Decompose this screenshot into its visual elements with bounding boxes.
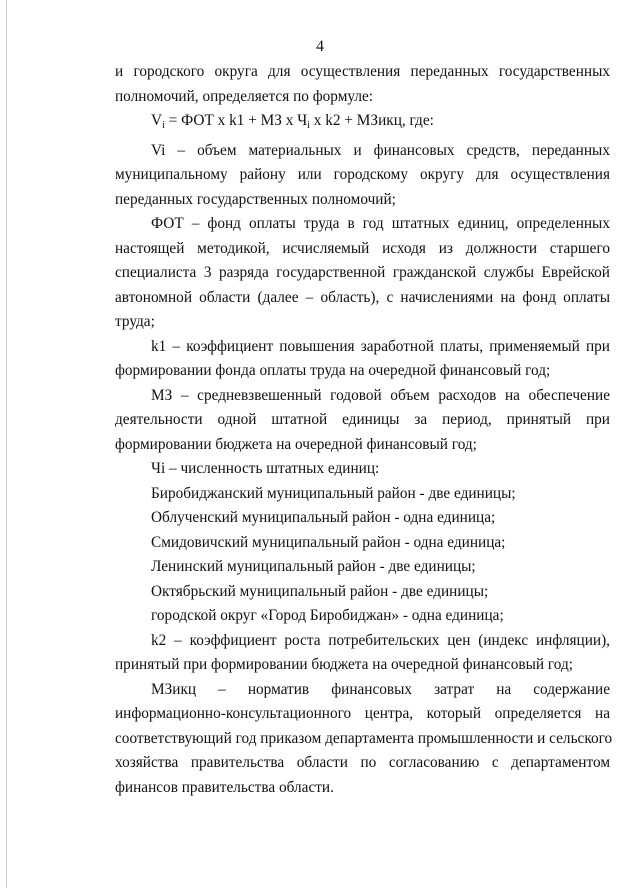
- text-line: переданных государственных полномочий;: [115, 190, 396, 208]
- text-line: формировании бюджета на очередной финансовый год;: [115, 435, 477, 453]
- formula: [115, 109, 610, 139]
- list-item: Смидовичский муниципальный район - одна единица;: [151, 533, 506, 551]
- text-line: МЗикц – норматив финансовых затрат на содержание: [151, 680, 610, 698]
- text-line: k2 – коэффициент роста потребительских цен (индекс инфляции),: [151, 631, 610, 649]
- list-item: Ленинский муниципальный район - две единицы;: [151, 558, 476, 575]
- text-line: полномочий, определяется по формуле:: [115, 87, 374, 105]
- text-line: настоящей методикой, исчисляемый исходя из должности старшего: [115, 239, 610, 257]
- page-edge-line: [6, 0, 7, 888]
- text-line: k1 – коэффициент повышения заработной платы, применяемый при: [151, 337, 610, 355]
- list-item: городской округ «Город Биробиджан» - одна единица;: [151, 607, 504, 624]
- text-line: труда;: [115, 313, 155, 330]
- document-body: [115, 60, 613, 800]
- text-line: автономной области (далее – область), с начислениями на фонд оплаты: [115, 288, 610, 306]
- formula-lhs-subscript: i: [162, 120, 165, 131]
- text-line: специалиста 3 разряда государственной гражданской службы Еврейской: [115, 264, 610, 281]
- list-item: Облученский муниципальный район - одна единица;: [151, 509, 496, 526]
- text-line: муниципальному району или городскому округу для осуществления: [115, 166, 610, 183]
- text-line: принятый при формировании бюджета на очередной финансовый год;: [115, 656, 573, 673]
- list-item: Октябрьский муниципальный район - две единицы;: [151, 582, 489, 600]
- formula-rhs-part-1: = ФОТ x k1 + МЗ x Ч: [164, 112, 308, 129]
- text-line: МЗ – средневзвешенный годовой объем расходов на обеспечение: [151, 386, 610, 404]
- text-line: информационно-консультационного центра, который определяется на: [115, 705, 610, 722]
- list-item: Биробиджанский муниципальный район - две единицы;: [151, 484, 516, 502]
- text-line: и городского округа для осуществления переданных государственных: [115, 63, 610, 80]
- text-line: формировании фонда оплаты труда на очередной финансовый год;: [115, 362, 551, 379]
- formula-rhs-part-2: x k2 + МЗикц, где:: [309, 112, 434, 129]
- text-line: финансов правительства области.: [115, 778, 334, 796]
- text-line: соответствующий год приказом департамента промышленности и сельского: [115, 729, 613, 747]
- text-line: хозяйства правительства области по согласованию с департаментом: [115, 754, 610, 771]
- text-line: деятельности одной штатной единицы за период, принятый при: [115, 411, 610, 428]
- formula-rhs-subscript: i: [307, 120, 310, 131]
- text-line: ФОТ – фонд оплаты труда в год штатных единиц, определенных: [151, 215, 610, 232]
- text-line: Чi – численность штатных единиц:: [151, 460, 380, 477]
- page-number: 4: [316, 38, 324, 55]
- formula-lhs: V: [151, 112, 163, 129]
- text-line: Vi – объем материальных и финансовых средств, переданных: [151, 141, 610, 159]
